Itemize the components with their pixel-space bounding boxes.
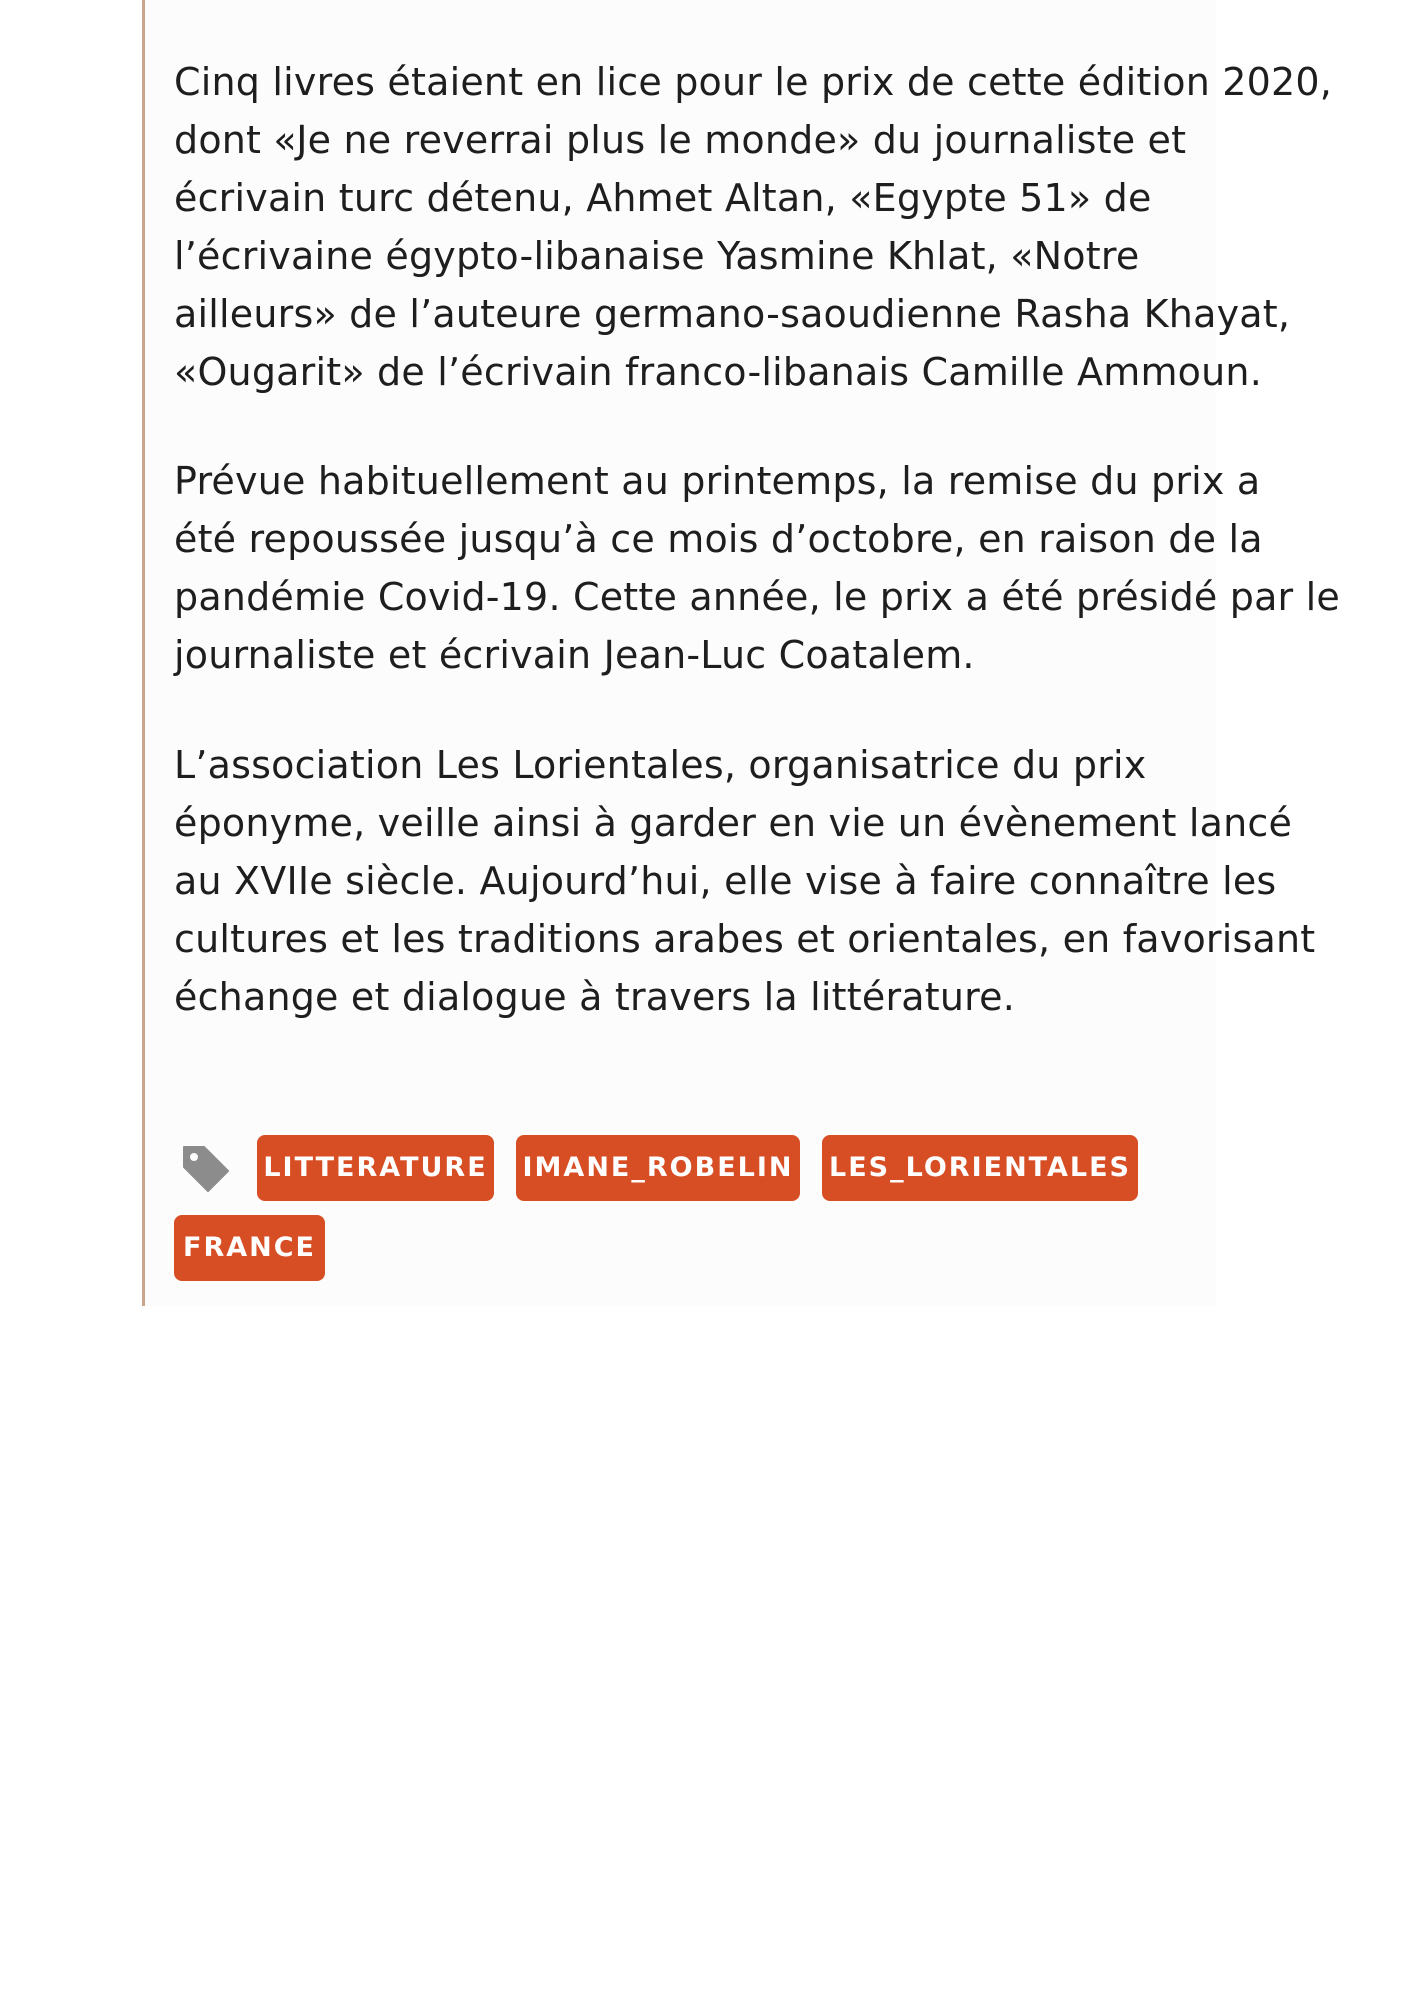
tag-france[interactable]: FRANCE — [174, 1215, 325, 1281]
article-paragraph-3 — [174, 736, 1316, 1026]
paragraph-line: pandémie Covid-19. Cette année, le prix a été présidé par le — [174, 575, 1340, 619]
article-body — [142, 0, 1340, 1306]
paragraph-line: au XVIIe siècle. Aujourd’hui, elle vise à faire connaître les — [174, 859, 1277, 903]
paragraph-line: écrivain turc détenu, Ahmet Altan, «Egypte 51» de — [174, 176, 1152, 220]
tag-imane-robelin[interactable]: IMANE_ROBELIN — [516, 1135, 800, 1201]
tag-litterature[interactable]: LITTERATURE — [257, 1135, 494, 1201]
paragraph-line: Cinq livres étaient en lice pour le prix de cette édition 2020, — [174, 60, 1333, 104]
paragraph-line: «Ougarit» de l’écrivain franco-libanais Camille Ammoun. — [174, 350, 1262, 394]
paragraph-line: dont «Je ne reverrai plus le monde» du journaliste et — [174, 118, 1187, 162]
article-paragraph-2 — [174, 452, 1340, 684]
paragraph-line: éponyme, veille ainsi à garder en vie un évènement lancé — [174, 801, 1293, 845]
article-paragraph-1 — [174, 53, 1333, 401]
paragraph-line: l’écrivaine égypto-libanaise Yasmine Khlat, «Notre — [174, 234, 1140, 278]
paragraph-line: cultures et les traditions arabes et orientales, en favorisant — [174, 917, 1316, 961]
paragraph-line: ailleurs» de l’auteure germano-saoudienne Rasha Khayat, — [174, 292, 1291, 336]
paragraph-line: journaliste et écrivain Jean-Luc Coatalem. — [174, 633, 975, 677]
paragraph-line: L’association Les Lorientales, organisatrice du prix — [174, 743, 1147, 787]
tag-icon — [180, 1143, 232, 1195]
paragraph-line: été repoussée jusqu’à ce mois d’octobre, en raison de la — [174, 517, 1263, 561]
paragraph-line: échange et dialogue à travers la littérature. — [174, 975, 1015, 1019]
paragraph-line: Prévue habituellement au printemps, la remise du prix a — [174, 459, 1261, 503]
tag-les-lorientales[interactable]: LES_LORIENTALES — [822, 1135, 1138, 1201]
